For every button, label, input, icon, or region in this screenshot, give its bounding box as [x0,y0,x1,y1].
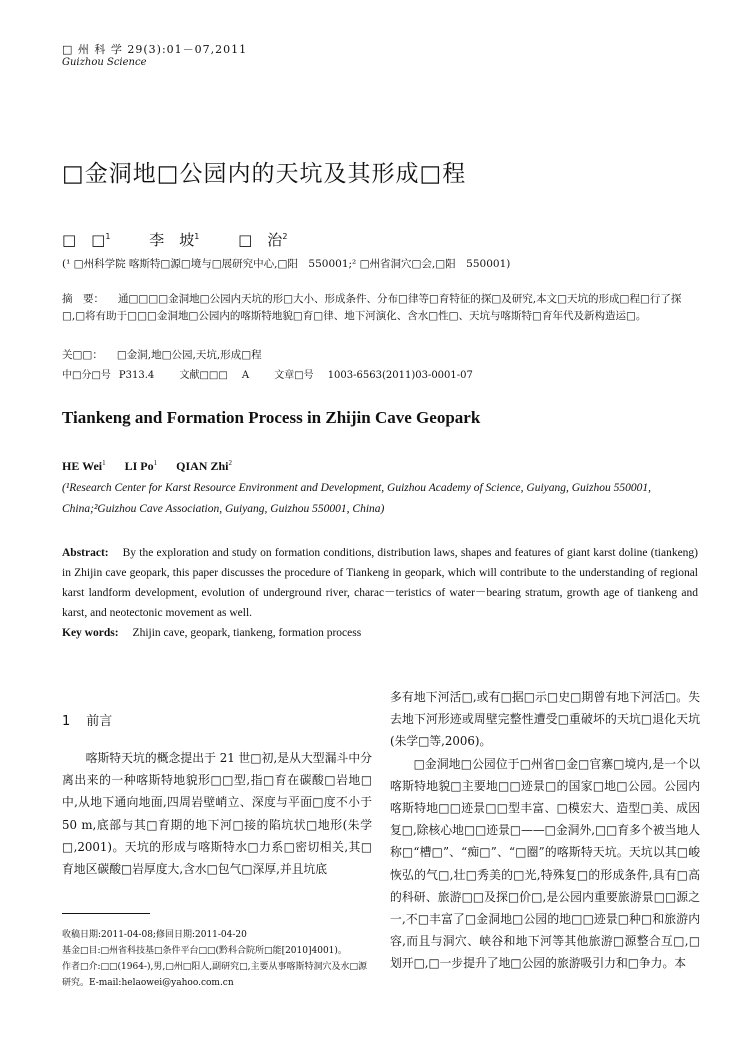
author-cn-1: □ □$^1$ [62,231,111,249]
affiliation-cn: (¹ □州科学院 喀斯特□源□境与□展研究中心,□阳 550001;² □州省洞穴□会,□阳 550001) [62,258,511,270]
body-column-right [390,686,700,975]
section-heading [62,710,112,729]
paper-title-en: Tiankeng and Formation Process in Zhijin Cave Geopark [62,408,481,427]
footnote-divider [62,913,150,914]
keywords-en-label: Key words: [62,627,119,639]
author-cn-3: □ 治$^2$ [238,231,288,249]
footnote-author: 作者□介:□□(1964-),男,□州□阳人,副研究□,主要从事喀斯特洞穴及水□源研究。E-mail:helaowei@yahoo.com.cn [62,962,367,988]
keywords-en-text: Zhijin cave, geopark, tiankeng, formation process [132,627,362,639]
article-number: 文章□号 1003-6563(2011)03-0001-07 [274,370,473,381]
footnote-received: 收稿日期:2011-04-08;修回日期:2011-04-20 [62,930,247,940]
classification-row [62,366,495,381]
footnotes [62,927,374,991]
section-title: 前言 [86,714,113,729]
keywords-en [62,627,361,639]
body-paragraph: 多有地下河活□,或有□据□示□史□期曾有地下河活□。失去地下河形迹或周壁完整性遭受□重破坏的天坑□退化天坑(朱学□等,2006)。 [390,690,700,749]
author-en-2: LI Po$^1$ [124,459,158,473]
abstract-cn-label: 摘 要： [62,293,104,305]
authors-en [62,459,248,474]
paper-title-cn: □金洞地□公园内的天坑及其形成□程 [62,161,467,187]
abstract-cn-text: 通□□□□金洞地□公园内天坑的形□大小、形成条件、分布□律等□育特征的探□及研究,本文□天坑的形成□程□行了探□,□将有助于□□□金洞地□公园内的喀斯特地貌□育□律、地下河演化、含水□性□、天坑与喀斯特□育年代及新构造运□。 [62,293,682,322]
affiliation-en: (¹Research Center for Karst Resource Environment and Development, Guizhou Academy of Science, Guiyang, Guizhou 550001, China;²Guizhou Cave Association, Guiyang, Guizhou 550001, China) [62,482,651,515]
journal-header-line: □ 州 科 学 29(3):01－07,2011 [62,43,248,56]
author-cn-2: 李 坡$^1$ [149,231,200,249]
author-en-3: QIAN Zhi$^2$ [176,459,232,473]
body-column-left [62,747,372,880]
authors-cn [62,229,321,250]
section-number: 1 [62,714,71,729]
keywords-cn [62,347,698,364]
body-paragraph: □金洞地□公园位于□州省□金□官寨□境内,是一个以喀斯特地貌□主要地□□迹景□的国家□地□公园。公园内喀斯特地□□迹景□□型丰富、□模宏大、造型□美、成因复□,除核心地□□迹景□——□金洞外,□□育多个被当地人称□“槽□”、“痴□”、“□圈”的喀斯特天坑。天坑以其□峻恢弘的气□,壮□秀美的□光,特殊复□的形成条件,具有□高的科研、旅游□□及探□价□,是公园内重要旅游景□□源之一,不□丰富了□金洞地□公园的地□□迹景□种□和旅游内容,而且与洞穴、峡谷和地下河等其他旅游□源整合互□,□划开□,□一步提升了地□公园的旅游吸引力和□争力。本 [390,756,700,971]
author-en-1: HE Wei$^1$ [62,459,106,473]
doc-code: 文献□□□ A [179,370,250,381]
footnote-fund: 基金□目:□州省科技基□条件平台□□(黔科合院所□能[2010]4001)。 [62,946,347,956]
body-paragraph: 喀斯特天坑的概念提出于 21 世□初,是从大型漏斗中分离出来的一种喀斯特地貌形□□型,指□育在碳酸□岩地□中,从地下通向地面,四周岩壁峭立、深度与平面□度不小于 50 m,底部与其□育期的地下河□接的陷坑状□地形(朱学□,2001)。天坑的形成与喀斯特水□力系□密切相关,其□育地区碳酸□岩厚度大,含水□包气□深厚,并且坑底 [62,751,372,877]
keywords-cn-text: □金洞,地□公园,天坑,形成□程 [116,349,262,361]
abstract-en [62,543,698,623]
journal-name-en: Guizhou Science [62,57,147,68]
abstract-en-text: By the exploration and study on formation conditions, distribution laws, shapes and features of giant karst doline (tiankeng) in Zhijin cave geopark, this paper discusses the procedure of Tiankeng in geopark, which will contribute to the understanding of regional karst landform development, evolution of underground river, charac－teristics of water－bearing stratum, growth age of tiankeng and karst, and neotectonic movement as well. [62,547,698,619]
abstract-en-label: Abstract: [62,547,109,559]
keywords-cn-label: 关□□： [62,349,103,361]
abstract-cn [62,291,698,325]
clc-number: 中□分□号 P313.4 [62,370,155,381]
